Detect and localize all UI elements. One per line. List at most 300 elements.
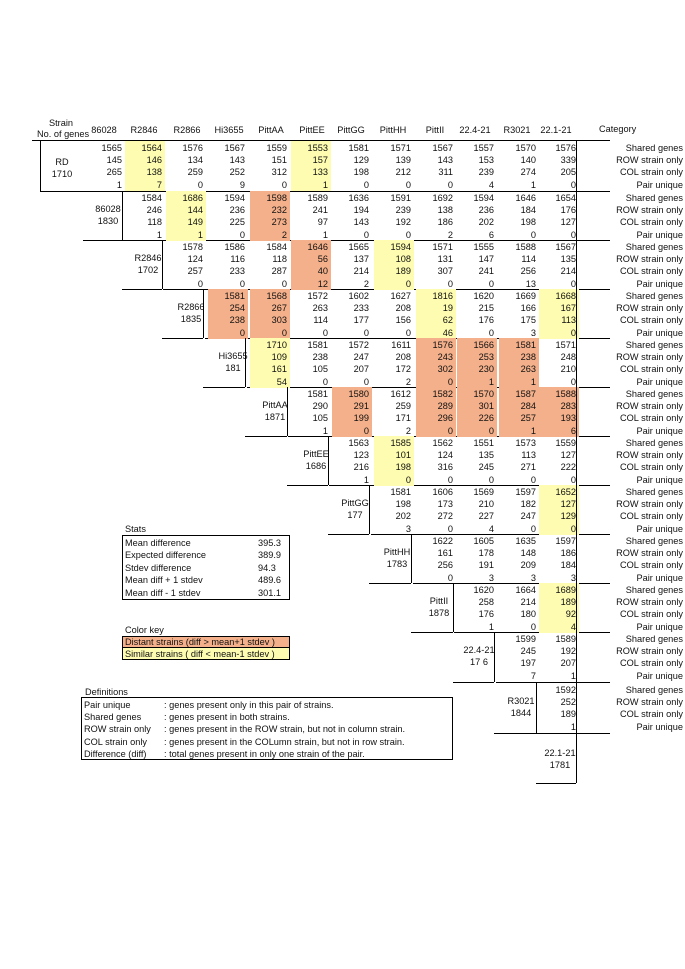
matrix-value: 1562	[432, 438, 453, 448]
matrix-value: 0	[239, 327, 245, 338]
stair-vertical	[453, 583, 454, 632]
definition-desc: : total genes present in only one strain of the pair.	[164, 748, 365, 759]
row-separator	[496, 682, 610, 683]
matrix-value: 124	[187, 254, 203, 265]
matrix-value: 0	[530, 474, 536, 485]
matrix-value: 129	[353, 155, 369, 166]
matrix-value: 1581	[390, 487, 411, 497]
matrix-value: 0	[447, 523, 453, 534]
column-header: PittEE	[299, 125, 325, 135]
matrix-value: 1588	[555, 389, 576, 399]
matrix-value: 148	[520, 548, 536, 559]
category-label: COL strain only	[620, 315, 683, 326]
matrix-value: 307	[437, 266, 453, 277]
matrix-value: 7	[530, 670, 536, 681]
matrix-value: 4	[488, 179, 494, 190]
matrix-value: 1567	[432, 143, 453, 153]
matrix-value: 140	[520, 155, 536, 166]
definition-term: ROW strain only	[84, 724, 151, 735]
matrix-value: 0	[570, 278, 576, 289]
matrix-value: 127	[560, 499, 576, 510]
category-label: Shared genes	[625, 487, 683, 497]
stair-horizontal	[162, 338, 203, 339]
matrix-value: 13	[525, 278, 536, 289]
matrix-value: 144	[187, 205, 203, 216]
matrix-value: 147	[478, 254, 494, 265]
matrix-value: 2	[405, 376, 411, 387]
matrix-value: 230	[478, 364, 494, 375]
matrix-value: 145	[106, 155, 122, 166]
row-separator	[536, 733, 610, 734]
matrix-value: 4	[488, 523, 494, 534]
matrix-value: 1576	[555, 143, 576, 153]
row-strain-name: Hi3655	[218, 351, 248, 361]
matrix-value: 157	[312, 155, 328, 166]
matrix-value: 1565	[348, 242, 369, 252]
matrix-value: 1586	[224, 242, 245, 252]
matrix-value: 2	[281, 229, 287, 240]
matrix-value: 1569	[473, 487, 494, 497]
color-key-distant-label: Distant strains (diff > mean+1 stdev )	[125, 637, 275, 647]
matrix-value: 173	[437, 499, 453, 510]
row-strain-name: PittII	[429, 596, 449, 606]
row-strain-name: PittHH	[383, 547, 411, 557]
row-strain-name: 22.1-21	[544, 748, 576, 758]
matrix-value: 265	[106, 167, 122, 178]
matrix-value: 208	[395, 352, 411, 363]
matrix-value: 1567	[555, 242, 576, 252]
matrix-value: 258	[478, 597, 494, 608]
matrix-value: 138	[146, 167, 162, 178]
matrix-value: 238	[312, 352, 328, 363]
matrix-value: 176	[478, 315, 494, 326]
genes-header-label: No. of genes	[37, 129, 90, 139]
matrix-value: 238	[520, 352, 536, 363]
matrix-value: 1	[570, 721, 576, 732]
matrix-value: 238	[229, 315, 245, 326]
matrix-value: 0	[570, 474, 576, 485]
matrix-value: 0	[405, 278, 411, 289]
row-label-left-border	[40, 141, 41, 191]
matrix-value: 243	[437, 352, 453, 363]
matrix-value: 0	[281, 179, 287, 190]
matrix-value: 146	[146, 155, 162, 166]
stats-label: Mean difference	[125, 538, 191, 548]
matrix-value: 1594	[390, 242, 411, 252]
matrix-value: 193	[560, 413, 576, 424]
matrix-value: 113	[521, 450, 536, 461]
matrix-value: 114	[313, 315, 328, 326]
matrix-value: 92	[565, 609, 576, 620]
matrix-value: 296	[437, 413, 453, 424]
matrix-value: 0	[281, 278, 287, 289]
stair-horizontal	[122, 289, 162, 290]
color-key-similar-label: Similar strains ( diff < mean-1 stdev )	[125, 649, 275, 659]
matrix-value: 161	[271, 364, 287, 375]
matrix-value: 1627	[390, 291, 411, 301]
row-label-bottom-border	[40, 191, 83, 192]
matrix-value: 198	[353, 167, 369, 178]
matrix-value: 2	[405, 425, 411, 436]
matrix-value: 192	[560, 646, 576, 657]
matrix-value: 1599	[515, 634, 536, 644]
matrix-value: 1652	[555, 487, 576, 497]
matrix-value: 1594	[224, 193, 245, 203]
row-gene-count: 1710	[51, 169, 73, 179]
matrix-value: 167	[560, 303, 576, 314]
matrix-value: 1	[530, 179, 536, 190]
matrix-value: 216	[353, 462, 369, 473]
matrix-value: 0	[197, 278, 203, 289]
stair-vertical	[203, 289, 204, 338]
column-header: 22.4-21	[459, 125, 491, 135]
matrix-value: 149	[187, 217, 203, 228]
stair-horizontal	[203, 387, 245, 388]
matrix-value: 0	[447, 425, 453, 436]
matrix-value: 7	[156, 179, 162, 190]
matrix-value: 256	[520, 266, 536, 277]
matrix-value: 166	[520, 303, 536, 314]
matrix-value: 156	[395, 315, 411, 326]
matrix-value: 1646	[307, 242, 328, 252]
matrix-value: 227	[478, 511, 494, 522]
category-label: ROW strain only	[616, 254, 683, 265]
matrix-value: 133	[312, 167, 328, 178]
matrix-value: 124	[437, 450, 453, 461]
matrix-value: 1816	[432, 291, 453, 301]
matrix-value: 291	[353, 401, 369, 412]
row-gene-count: 181	[225, 363, 241, 373]
matrix-value: 1572	[348, 340, 369, 350]
matrix-value: 0	[363, 376, 369, 387]
stair-horizontal	[411, 632, 453, 633]
category-label: ROW strain only	[616, 155, 683, 166]
matrix-value: 138	[437, 205, 453, 216]
matrix-value: 46	[442, 327, 453, 338]
matrix-value: 0	[570, 179, 576, 190]
matrix-value: 1	[322, 229, 328, 240]
stair-horizontal	[369, 583, 411, 584]
row-gene-count: 17 6	[470, 657, 488, 667]
stats-label: Mean diff + 1 stdev	[125, 575, 203, 586]
category-label: ROW strain only	[616, 352, 683, 363]
matrix-value: 1646	[515, 193, 536, 203]
matrix-value: 0	[530, 621, 536, 632]
matrix-value: 1581	[307, 389, 328, 399]
matrix-value: 0	[570, 229, 576, 240]
column-header: R3021	[503, 125, 531, 135]
matrix-value: 1559	[266, 143, 287, 153]
column-header: Hi3655	[214, 125, 244, 135]
matrix-value: 225	[229, 217, 245, 228]
matrix-value: 1582	[432, 389, 453, 399]
matrix-value: 177	[353, 315, 369, 326]
matrix-value: 209	[520, 560, 536, 571]
category-label: Shared genes	[625, 340, 683, 350]
matrix-value: 1581	[515, 340, 536, 350]
matrix-value: 171	[395, 413, 411, 424]
matrix-value: 3	[570, 572, 576, 583]
column-header: R2846	[130, 125, 158, 135]
matrix-value: 257	[520, 413, 536, 424]
matrix-value: 198	[520, 217, 536, 228]
matrix-value: 182	[520, 499, 536, 510]
matrix-value: 1	[197, 229, 203, 240]
definition-term: Pair unique	[84, 700, 131, 710]
matrix-value: 1	[488, 376, 494, 387]
category-label: Shared genes	[625, 585, 683, 595]
matrix-value: 1588	[515, 242, 536, 252]
matrix-value: 1622	[432, 536, 453, 546]
matrix-value: 1571	[555, 340, 576, 350]
stair-horizontal	[453, 682, 494, 683]
stair-vertical	[369, 485, 370, 534]
stair-vertical	[162, 240, 163, 289]
matrix-value: 127	[560, 217, 576, 228]
row-gene-count: 1844	[510, 708, 532, 718]
matrix-value: 1612	[390, 389, 411, 399]
matrix-value: 0	[488, 425, 494, 436]
row-strain-name: R3021	[507, 696, 535, 706]
matrix-value: 1572	[307, 291, 328, 301]
matrix-value: 1635	[515, 536, 536, 546]
matrix-value: 241	[478, 266, 494, 277]
category-label: COL strain only	[620, 413, 683, 424]
category-label: ROW strain only	[616, 548, 683, 559]
matrix-value: 1581	[307, 340, 328, 350]
category-label: COL strain only	[620, 462, 683, 473]
strain-header-label: Strain	[49, 118, 74, 128]
matrix-value: 137	[353, 254, 369, 265]
matrix-value: 0	[363, 229, 369, 240]
definition-desc: : genes present in the COLumn strain, but not in row strain.	[164, 736, 405, 747]
matrix-value: 1563	[348, 438, 369, 448]
matrix-value: 202	[478, 217, 494, 228]
definition-term: Difference (diff)	[84, 748, 147, 759]
matrix-value: 175	[520, 315, 536, 326]
matrix-value: 1578	[182, 242, 203, 252]
matrix-value: 214	[520, 597, 536, 608]
matrix-value: 1605	[473, 536, 494, 546]
category-label: ROW strain only	[616, 697, 683, 708]
matrix-value: 186	[560, 548, 576, 559]
row-gene-count: 177	[347, 510, 363, 520]
matrix-value: 1557	[473, 143, 494, 153]
matrix-value: 208	[395, 303, 411, 314]
matrix-value: 316	[437, 462, 453, 473]
matrix-value: 233	[229, 266, 245, 277]
matrix-value: 1566	[473, 340, 494, 350]
matrix-value: 199	[353, 413, 369, 424]
stair-horizontal	[83, 240, 122, 241]
matrix-value: 3	[530, 327, 536, 338]
matrix-value: 1611	[391, 340, 411, 350]
matrix-value: 1576	[432, 340, 453, 350]
row-strain-name: R2866	[177, 302, 205, 312]
matrix-value: 1	[322, 179, 328, 190]
stats-value: 489.6	[258, 575, 281, 586]
matrix-value: 54	[276, 376, 287, 387]
matrix-value: 214	[353, 266, 369, 277]
matrix-value: 198	[395, 462, 411, 473]
matrix-value: 0	[405, 229, 411, 240]
matrix-value: 205	[560, 167, 576, 178]
category-label: Pair unique	[636, 670, 683, 681]
matrix-value: 0	[405, 474, 411, 485]
matrix-value: 1692	[432, 193, 453, 203]
row-gene-count: 1781	[549, 760, 571, 770]
matrix-value: 192	[395, 217, 411, 228]
matrix-value: 1587	[515, 389, 536, 399]
matrix-value: 194	[353, 205, 369, 216]
matrix-value: 6	[570, 425, 576, 436]
matrix-value: 97	[317, 217, 328, 228]
stair-horizontal	[494, 733, 536, 734]
matrix-value: 0	[530, 523, 536, 534]
stair-horizontal	[287, 485, 328, 486]
category-label: Shared genes	[625, 438, 683, 448]
matrix-value: 1686	[182, 193, 203, 203]
matrix-value: 207	[560, 658, 576, 669]
matrix-value: 127	[560, 450, 576, 461]
matrix-value: 172	[395, 364, 411, 375]
category-label: Pair unique	[636, 327, 683, 338]
matrix-value: 9	[239, 179, 245, 190]
matrix-value: 241	[312, 205, 328, 216]
matrix-value: 1	[322, 425, 328, 436]
stats-value: 389.9	[258, 550, 281, 561]
matrix-value: 1	[530, 376, 536, 387]
matrix-value: 108	[395, 254, 411, 265]
matrix-value: 1602	[348, 291, 369, 301]
matrix-value: 1565	[101, 143, 122, 153]
matrix-value: 143	[437, 155, 453, 166]
matrix-value: 62	[442, 315, 453, 326]
matrix-value: 1	[116, 179, 122, 190]
matrix-value: 215	[478, 303, 494, 314]
matrix-value: 1620	[473, 291, 494, 301]
definition-term: Shared genes	[84, 712, 142, 723]
category-label: Pair unique	[636, 229, 683, 240]
matrix-value: 143	[353, 217, 369, 228]
matrix-value: 287	[271, 266, 287, 277]
category-label: COL strain only	[620, 560, 683, 571]
category-label: COL strain only	[620, 364, 683, 375]
column-header: 86028	[91, 125, 117, 135]
matrix-value: 139	[395, 155, 411, 166]
matrix-value: 0	[322, 327, 328, 338]
matrix-value: 184	[520, 205, 536, 216]
matrix-value: 153	[478, 155, 494, 166]
matrix-value: 1567	[224, 143, 245, 153]
matrix-value: 1568	[266, 291, 287, 301]
matrix-value: 239	[478, 167, 494, 178]
matrix-value: 135	[478, 450, 494, 461]
stats-value: 395.3	[258, 538, 281, 548]
matrix-value: 2	[363, 278, 369, 289]
matrix-value: 1551	[473, 438, 494, 448]
category-label: COL strain only	[620, 266, 683, 277]
matrix-value: 134	[187, 155, 203, 166]
stair-vertical	[122, 191, 123, 240]
definition-desc: : genes present in both strains.	[164, 712, 290, 723]
matrix-value: 0	[447, 474, 453, 485]
matrix-value: 0	[239, 278, 245, 289]
matrix-value: 1571	[432, 242, 453, 252]
matrix-value: 118	[272, 254, 287, 265]
matrix-value: 0	[281, 327, 287, 338]
matrix-value: 118	[147, 217, 162, 228]
matrix-value: 214	[560, 266, 576, 277]
matrix-value: 267	[271, 303, 287, 314]
matrix-value: 178	[478, 548, 494, 559]
matrix-value: 0	[363, 179, 369, 190]
matrix-value: 0	[405, 179, 411, 190]
matrix-value: 1597	[555, 536, 576, 546]
matrix-value: 290	[312, 401, 328, 412]
matrix-value: 191	[478, 560, 494, 571]
matrix-value: 1591	[390, 193, 411, 203]
matrix-value: 0	[447, 572, 453, 583]
matrix-value: 252	[560, 697, 576, 708]
column-header: PittAA	[258, 125, 284, 135]
matrix-value: 4	[570, 621, 576, 632]
matrix-value: 210	[560, 364, 576, 375]
matrix-value: 1570	[515, 143, 536, 153]
matrix-value: 245	[478, 462, 494, 473]
definitions-title: Definitions	[85, 687, 128, 697]
row-strain-name: PittGG	[341, 498, 369, 508]
matrix-value: 236	[229, 205, 245, 216]
matrix-value: 1668	[555, 291, 576, 301]
matrix-value: 1654	[555, 193, 576, 203]
matrix-value: 0	[447, 278, 453, 289]
category-label: Pair unique	[636, 425, 683, 436]
matrix-value: 0	[197, 179, 203, 190]
matrix-value: 0	[488, 474, 494, 485]
matrix-value: 0	[488, 278, 494, 289]
matrix-value: 3	[405, 523, 411, 534]
matrix-value: 259	[187, 167, 203, 178]
matrix-value: 271	[520, 462, 536, 473]
matrix-value: 6	[488, 229, 494, 240]
matrix-value: 259	[395, 401, 411, 412]
matrix-value: 0	[570, 523, 576, 534]
matrix-value: 0	[405, 327, 411, 338]
matrix-value: 248	[560, 352, 576, 363]
matrix-value: 1584	[266, 242, 287, 252]
matrix-value: 0	[488, 327, 494, 338]
stair-horizontal	[328, 534, 369, 535]
matrix-value: 189	[560, 597, 576, 608]
matrix-value: 302	[437, 364, 453, 375]
matrix-value: 129	[560, 511, 576, 522]
stair-vertical	[245, 338, 246, 387]
matrix-value: 1636	[348, 193, 369, 203]
category-label: Shared genes	[625, 685, 683, 695]
matrix-value: 301	[478, 401, 494, 412]
row-strain-name: RD	[55, 157, 69, 167]
column-header: PittII	[425, 125, 445, 135]
matrix-value: 252	[229, 167, 245, 178]
stair-horizontal	[245, 436, 287, 437]
row-gene-count: 1878	[428, 608, 450, 618]
definition-desc: : genes present only in this pair of strains.	[164, 700, 334, 710]
matrix-value: 1598	[266, 193, 287, 203]
matrix-value: 222	[560, 462, 576, 473]
category-label: Pair unique	[636, 572, 683, 583]
matrix-value: 0	[363, 425, 369, 436]
